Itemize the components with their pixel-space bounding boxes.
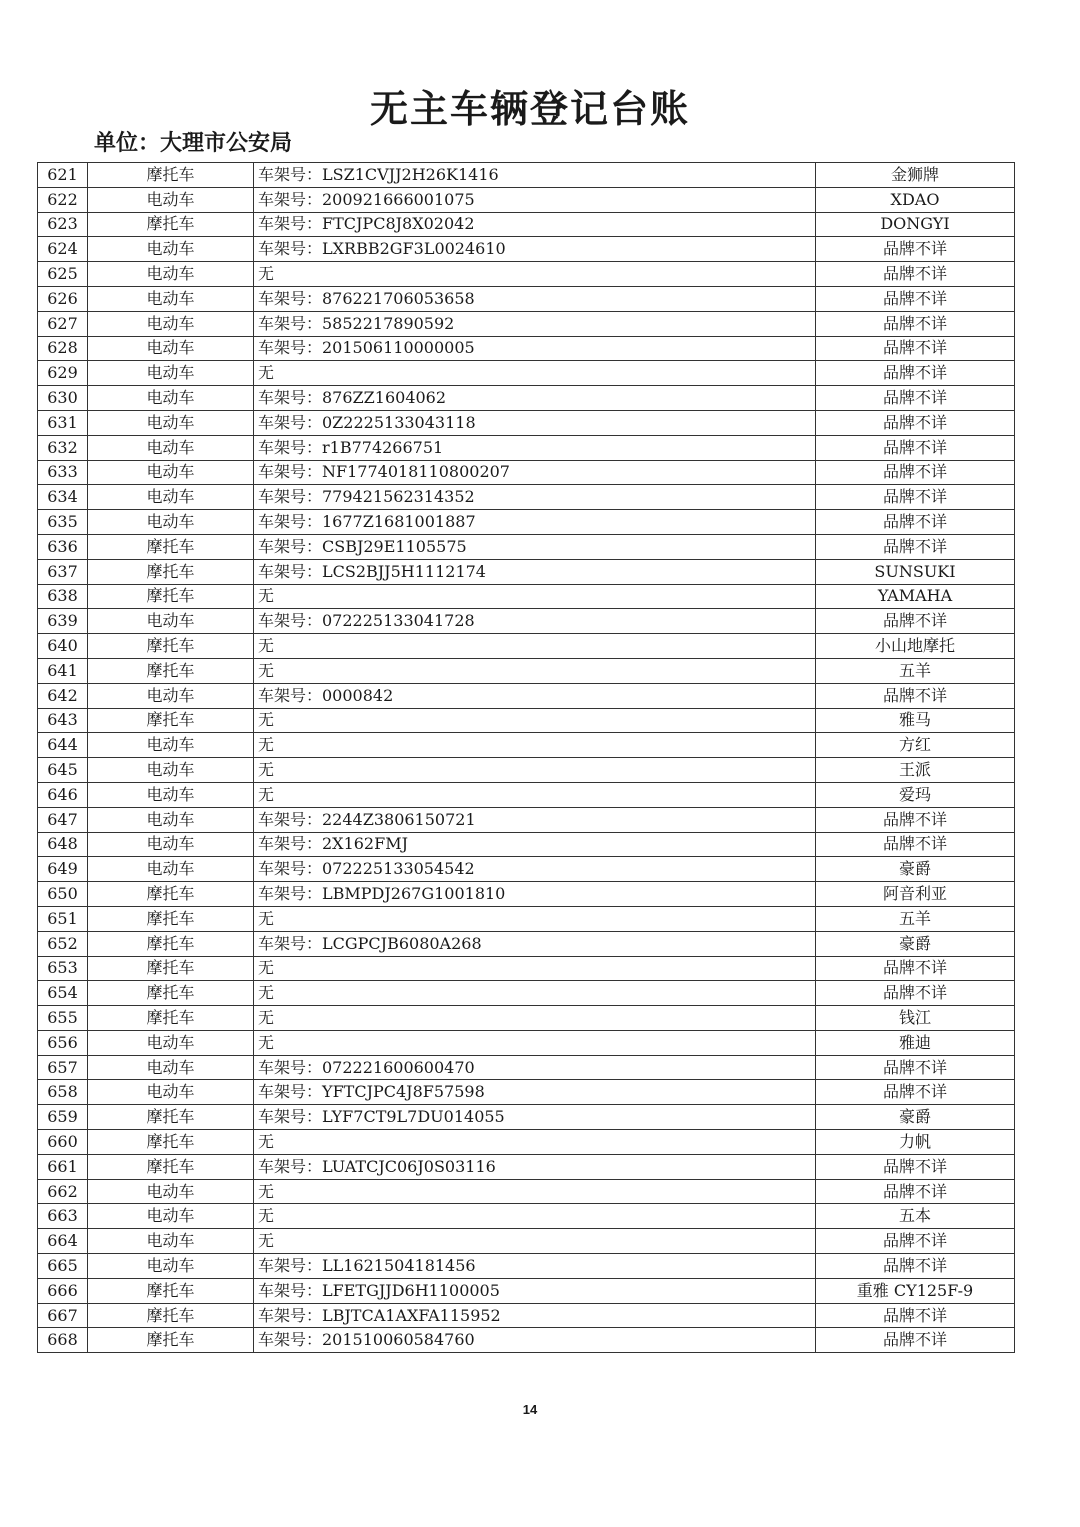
row-number-cell: 634	[38, 485, 88, 510]
brand-cell: 阿音利亚	[816, 882, 1015, 907]
document-title: 无主车辆登记台账	[369, 86, 690, 131]
brand-cell: 钱江	[816, 1006, 1015, 1031]
brand-cell: 五本	[816, 1204, 1015, 1229]
brand-cell: 品牌不详	[816, 1303, 1015, 1328]
vehicle-type-cell: 电动车	[88, 311, 254, 336]
row-number-cell: 640	[38, 634, 88, 659]
row-number-cell: 638	[38, 584, 88, 609]
table-row	[38, 1229, 1015, 1254]
table-row	[38, 386, 1015, 411]
frame-number-cell: 无	[254, 634, 816, 659]
brand-cell: 五羊	[816, 906, 1015, 931]
frame-number-cell: 车架号：LXRBB2GF3L0024610	[254, 237, 816, 262]
brand-cell: 品牌不详	[816, 609, 1015, 634]
table-row	[38, 1080, 1015, 1105]
vehicle-type-cell: 摩托车	[88, 931, 254, 956]
vehicle-type-cell: 摩托车	[88, 584, 254, 609]
vehicle-type-cell: 电动车	[88, 1254, 254, 1279]
frame-number-cell: 无	[254, 658, 816, 683]
frame-number-cell: 无	[254, 782, 816, 807]
vehicle-type-cell: 摩托车	[88, 1328, 254, 1353]
frame-number-cell: 车架号：0000842	[254, 683, 816, 708]
table-row	[38, 733, 1015, 758]
vehicle-type-cell: 摩托车	[88, 1303, 254, 1328]
vehicle-type-cell: 摩托车	[88, 1105, 254, 1130]
row-number-cell: 649	[38, 857, 88, 882]
vehicle-type-cell: 电动车	[88, 485, 254, 510]
table-row	[38, 609, 1015, 634]
row-number-cell: 650	[38, 882, 88, 907]
table-row	[38, 237, 1015, 262]
vehicle-type-cell: 电动车	[88, 262, 254, 287]
table-row	[38, 1328, 1015, 1353]
vehicle-type-cell: 摩托车	[88, 956, 254, 981]
vehicle-type-cell: 电动车	[88, 1204, 254, 1229]
vehicle-type-cell: 摩托车	[88, 708, 254, 733]
table-row	[38, 931, 1015, 956]
table-row	[38, 510, 1015, 535]
table-row	[38, 435, 1015, 460]
vehicle-type-cell: 电动车	[88, 857, 254, 882]
frame-number-cell: 车架号：201506110000005	[254, 336, 816, 361]
row-number-cell: 653	[38, 956, 88, 981]
row-number-cell: 656	[38, 1030, 88, 1055]
brand-cell: 品牌不详	[816, 832, 1015, 857]
table-row	[38, 782, 1015, 807]
frame-number-cell: 车架号：LL1621504181456	[254, 1254, 816, 1279]
vehicle-type-cell: 摩托车	[88, 1278, 254, 1303]
table-row	[38, 634, 1015, 659]
row-number-cell: 643	[38, 708, 88, 733]
row-number-cell: 655	[38, 1006, 88, 1031]
brand-cell: DONGYI	[816, 212, 1015, 237]
brand-cell: SUNSUKI	[816, 559, 1015, 584]
vehicle-type-cell: 电动车	[88, 460, 254, 485]
frame-number-cell: 车架号：r1B774266751	[254, 435, 816, 460]
table-row	[38, 212, 1015, 237]
row-number-cell: 630	[38, 386, 88, 411]
frame-number-cell: 车架号：876ZZ1604062	[254, 386, 816, 411]
table-row	[38, 163, 1015, 188]
table-row	[38, 956, 1015, 981]
table-row	[38, 1055, 1015, 1080]
row-number-cell: 636	[38, 534, 88, 559]
vehicle-type-cell: 电动车	[88, 733, 254, 758]
brand-cell: 品牌不详	[816, 807, 1015, 832]
table-row	[38, 534, 1015, 559]
frame-number-cell: 车架号：072221600600470	[254, 1055, 816, 1080]
brand-cell: 重雅 CY125F-9	[816, 1278, 1015, 1303]
row-number-cell: 624	[38, 237, 88, 262]
brand-cell: 品牌不详	[816, 311, 1015, 336]
frame-number-cell: 无	[254, 733, 816, 758]
row-number-cell: 665	[38, 1254, 88, 1279]
vehicle-type-cell: 摩托车	[88, 658, 254, 683]
vehicle-type-cell: 电动车	[88, 361, 254, 386]
row-number-cell: 660	[38, 1130, 88, 1155]
brand-cell: 方红	[816, 733, 1015, 758]
frame-number-cell: 车架号：072225133041728	[254, 609, 816, 634]
row-number-cell: 667	[38, 1303, 88, 1328]
frame-number-cell: 无	[254, 981, 816, 1006]
row-number-cell: 625	[38, 262, 88, 287]
brand-cell: 品牌不详	[816, 1080, 1015, 1105]
brand-cell: 豪爵	[816, 1105, 1015, 1130]
row-number-cell: 659	[38, 1105, 88, 1130]
vehicle-type-cell: 电动车	[88, 286, 254, 311]
vehicle-type-cell: 摩托车	[88, 559, 254, 584]
vehicle-type-cell: 电动车	[88, 435, 254, 460]
brand-cell: 品牌不详	[816, 410, 1015, 435]
row-number-cell: 647	[38, 807, 88, 832]
row-number-cell: 668	[38, 1328, 88, 1353]
vehicle-type-cell: 摩托车	[88, 163, 254, 188]
table-row	[38, 906, 1015, 931]
row-number-cell: 627	[38, 311, 88, 336]
row-number-cell: 626	[38, 286, 88, 311]
row-number-cell: 658	[38, 1080, 88, 1105]
brand-cell: 小山地摩托	[816, 634, 1015, 659]
vehicle-type-cell: 电动车	[88, 1030, 254, 1055]
table-row	[38, 1105, 1015, 1130]
frame-number-cell: 无	[254, 1179, 816, 1204]
table-row	[38, 658, 1015, 683]
frame-number-cell: 无	[254, 1204, 816, 1229]
frame-number-cell: 无	[254, 361, 816, 386]
vehicle-type-cell: 电动车	[88, 1080, 254, 1105]
table-row	[38, 1204, 1015, 1229]
frame-number-cell: 无	[254, 1130, 816, 1155]
row-number-cell: 661	[38, 1154, 88, 1179]
row-number-cell: 652	[38, 931, 88, 956]
row-number-cell: 629	[38, 361, 88, 386]
table-row	[38, 981, 1015, 1006]
row-number-cell: 631	[38, 410, 88, 435]
vehicle-type-cell: 电动车	[88, 1229, 254, 1254]
table-row	[38, 286, 1015, 311]
row-number-cell: 632	[38, 435, 88, 460]
brand-cell: 品牌不详	[816, 1328, 1015, 1353]
frame-number-cell: 车架号：FTCJPC8J8X02042	[254, 212, 816, 237]
brand-cell: 豪爵	[816, 857, 1015, 882]
brand-cell: 品牌不详	[816, 286, 1015, 311]
table-row	[38, 1130, 1015, 1155]
vehicle-register-table	[37, 162, 1015, 1353]
table-row	[38, 584, 1015, 609]
vehicle-type-cell: 电动车	[88, 782, 254, 807]
frame-number-cell: 车架号：1677Z1681001887	[254, 510, 816, 535]
vehicle-type-cell: 电动车	[88, 683, 254, 708]
row-number-cell: 666	[38, 1278, 88, 1303]
brand-cell: 品牌不详	[816, 956, 1015, 981]
frame-number-cell: 车架号：200921666001075	[254, 187, 816, 212]
table-row	[38, 1278, 1015, 1303]
frame-number-cell: 车架号：NF1774018110800207	[254, 460, 816, 485]
frame-number-cell: 车架号：876221706053658	[254, 286, 816, 311]
row-number-cell: 664	[38, 1229, 88, 1254]
vehicle-type-cell: 摩托车	[88, 981, 254, 1006]
table-row	[38, 832, 1015, 857]
row-number-cell: 657	[38, 1055, 88, 1080]
table-row	[38, 1254, 1015, 1279]
brand-cell: 豪爵	[816, 931, 1015, 956]
row-number-cell: 621	[38, 163, 88, 188]
brand-cell: 品牌不详	[816, 1154, 1015, 1179]
frame-number-cell: 车架号：0Z2225133043118	[254, 410, 816, 435]
frame-number-cell: 车架号：2244Z3806150721	[254, 807, 816, 832]
vehicle-type-cell: 电动车	[88, 336, 254, 361]
row-number-cell: 654	[38, 981, 88, 1006]
vehicle-type-cell: 电动车	[88, 386, 254, 411]
brand-cell: 品牌不详	[816, 683, 1015, 708]
brand-cell: 雅迪	[816, 1030, 1015, 1055]
table-row	[38, 559, 1015, 584]
brand-cell: YAMAHA	[816, 584, 1015, 609]
vehicle-type-cell: 摩托车	[88, 534, 254, 559]
brand-cell: 品牌不详	[816, 237, 1015, 262]
row-number-cell: 639	[38, 609, 88, 634]
row-number-cell: 633	[38, 460, 88, 485]
brand-cell: 五羊	[816, 658, 1015, 683]
brand-cell: 雅马	[816, 708, 1015, 733]
frame-number-cell: 无	[254, 584, 816, 609]
frame-number-cell: 车架号：CSBJ29E1105575	[254, 534, 816, 559]
row-number-cell: 644	[38, 733, 88, 758]
row-number-cell: 635	[38, 510, 88, 535]
brand-cell: 品牌不详	[816, 981, 1015, 1006]
table-row	[38, 262, 1015, 287]
table-row	[38, 1179, 1015, 1204]
frame-number-cell: 车架号：LFETGJJD6H1100005	[254, 1278, 816, 1303]
brand-cell: 品牌不详	[816, 435, 1015, 460]
vehicle-type-cell: 电动车	[88, 832, 254, 857]
table-row	[38, 758, 1015, 783]
vehicle-type-cell: 电动车	[88, 1179, 254, 1204]
row-number-cell: 641	[38, 658, 88, 683]
brand-cell: 品牌不详	[816, 1179, 1015, 1204]
brand-cell: 品牌不详	[816, 510, 1015, 535]
vehicle-type-cell: 电动车	[88, 187, 254, 212]
table-row	[38, 683, 1015, 708]
row-number-cell: 637	[38, 559, 88, 584]
table-row	[38, 857, 1015, 882]
vehicle-type-cell: 摩托车	[88, 1154, 254, 1179]
row-number-cell: 663	[38, 1204, 88, 1229]
row-number-cell: 651	[38, 906, 88, 931]
frame-number-cell: 车架号：779421562314352	[254, 485, 816, 510]
frame-number-cell: 车架号：YFTCJPC4J8F57598	[254, 1080, 816, 1105]
brand-cell: 品牌不详	[816, 1254, 1015, 1279]
table-row	[38, 410, 1015, 435]
brand-cell: 品牌不详	[816, 1055, 1015, 1080]
vehicle-type-cell: 摩托车	[88, 1006, 254, 1031]
frame-number-cell: 无	[254, 708, 816, 733]
frame-number-cell: 车架号：LBJTCA1AXFA115952	[254, 1303, 816, 1328]
brand-cell: XDAO	[816, 187, 1015, 212]
vehicle-type-cell: 电动车	[88, 510, 254, 535]
frame-number-cell: 无	[254, 956, 816, 981]
brand-cell: 品牌不详	[816, 386, 1015, 411]
row-number-cell: 628	[38, 336, 88, 361]
table-row	[38, 460, 1015, 485]
row-number-cell: 623	[38, 212, 88, 237]
frame-number-cell: 无	[254, 758, 816, 783]
page-number: 14	[522, 1402, 538, 1417]
row-number-cell: 645	[38, 758, 88, 783]
vehicle-type-cell: 摩托车	[88, 634, 254, 659]
vehicle-type-cell: 摩托车	[88, 882, 254, 907]
brand-cell: 金狮牌	[816, 163, 1015, 188]
table-row	[38, 311, 1015, 336]
table-row	[38, 708, 1015, 733]
table-row	[38, 187, 1015, 212]
brand-cell: 力帆	[816, 1130, 1015, 1155]
vehicle-type-cell: 电动车	[88, 1055, 254, 1080]
table-row	[38, 361, 1015, 386]
table-row	[38, 882, 1015, 907]
brand-cell: 品牌不详	[816, 485, 1015, 510]
brand-cell: 品牌不详	[816, 1229, 1015, 1254]
table-row	[38, 1030, 1015, 1055]
vehicle-type-cell: 电动车	[88, 237, 254, 262]
vehicle-type-cell: 电动车	[88, 758, 254, 783]
vehicle-type-cell: 电动车	[88, 609, 254, 634]
frame-number-cell: 无	[254, 262, 816, 287]
row-number-cell: 642	[38, 683, 88, 708]
row-number-cell: 646	[38, 782, 88, 807]
vehicle-type-cell: 电动车	[88, 807, 254, 832]
frame-number-cell: 车架号：LYF7CT9L7DU014055	[254, 1105, 816, 1130]
table-row	[38, 336, 1015, 361]
brand-cell: 品牌不详	[816, 336, 1015, 361]
table-row	[38, 485, 1015, 510]
frame-number-cell: 车架号：LBMPDJ267G1001810	[254, 882, 816, 907]
table-row	[38, 1154, 1015, 1179]
table-row	[38, 807, 1015, 832]
vehicle-type-cell: 电动车	[88, 410, 254, 435]
table-row	[38, 1006, 1015, 1031]
table-row	[38, 1303, 1015, 1328]
frame-number-cell: 无	[254, 906, 816, 931]
row-number-cell: 622	[38, 187, 88, 212]
row-number-cell: 662	[38, 1179, 88, 1204]
vehicle-type-cell: 摩托车	[88, 906, 254, 931]
frame-number-cell: 车架号：5852217890592	[254, 311, 816, 336]
frame-number-cell: 车架号：LCGPCJB6080A268	[254, 931, 816, 956]
brand-cell: 品牌不详	[816, 460, 1015, 485]
brand-cell: 爱玛	[816, 782, 1015, 807]
unit-label: 单位：大理市公安局	[94, 130, 293, 156]
brand-cell: 王派	[816, 758, 1015, 783]
frame-number-cell: 车架号：LSZ1CVJJ2H26K1416	[254, 163, 816, 188]
row-number-cell: 648	[38, 832, 88, 857]
frame-number-cell: 车架号：LCS2BJJ5H1112174	[254, 559, 816, 584]
vehicle-type-cell: 摩托车	[88, 1130, 254, 1155]
frame-number-cell: 无	[254, 1030, 816, 1055]
frame-number-cell: 无	[254, 1229, 816, 1254]
frame-number-cell: 无	[254, 1006, 816, 1031]
frame-number-cell: 车架号：2X162FMJ	[254, 832, 816, 857]
frame-number-cell: 车架号：201510060584760	[254, 1328, 816, 1353]
brand-cell: 品牌不详	[816, 262, 1015, 287]
frame-number-cell: 车架号：LUATCJC06J0S03116	[254, 1154, 816, 1179]
brand-cell: 品牌不详	[816, 534, 1015, 559]
frame-number-cell: 车架号：072225133054542	[254, 857, 816, 882]
brand-cell: 品牌不详	[816, 361, 1015, 386]
vehicle-type-cell: 摩托车	[88, 212, 254, 237]
